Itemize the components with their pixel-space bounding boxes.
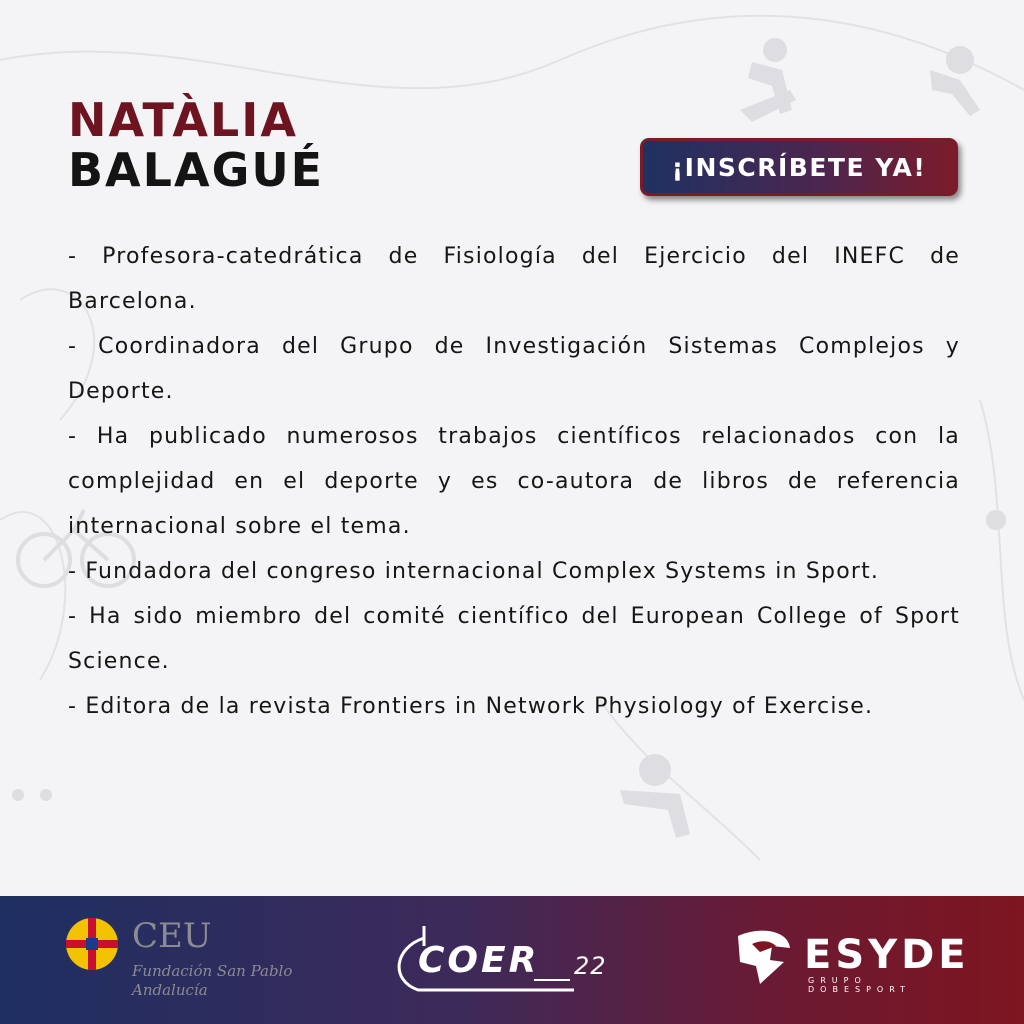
sponsor-footer — [0, 896, 1024, 1024]
ceu-emblem-icon — [64, 916, 120, 972]
esyde-emblem-icon — [730, 926, 794, 990]
esyde-subtitle: GRUPO DOBESPORT — [808, 976, 912, 994]
speaker-last-name: BALAGUÉ — [68, 143, 325, 197]
ceu-subtitle-line: Fundación San Pablo — [132, 962, 293, 980]
bio-item: - Coordinadora del Grupo de Investigación Sistemas Complejos y Deporte. — [68, 334, 960, 404]
coer-wordmark: COER — [418, 940, 540, 981]
ceu-logo — [64, 916, 324, 1012]
ceu-subtitle — [132, 962, 292, 1000]
esyde-wordmark: ESYDE — [804, 932, 970, 978]
bio-item: - Fundadora del congreso internacional Complex Systems in Sport. — [68, 559, 880, 584]
bio-item: - Ha sido miembro del comité científico del European College of Sport Science. — [68, 604, 960, 674]
esyde-logo — [730, 922, 970, 1002]
bio-item: - Profesora-catedrática de Fisiología del Ejercicio del INEFC de Barcelona. — [68, 244, 960, 314]
speaker-first-name: NATÀLIA — [68, 93, 298, 147]
ceu-wordmark: CEU — [132, 916, 212, 956]
speaker-bio — [68, 234, 960, 729]
register-button[interactable]: ¡INSCRÍBETE YA! — [640, 138, 958, 196]
coer-number: 22 — [574, 952, 607, 980]
bio-item: - Editora de la revista Frontiers in Network Physiology of Exercise. — [68, 694, 874, 719]
coer-logo — [384, 918, 644, 1008]
speaker-name — [68, 93, 325, 197]
bio-item: - Ha publicado numerosos trabajos científicos relacionados con la complejidad en el deporte y es co-autora de libros de referencia internacional sobre el tema. — [68, 424, 960, 539]
ceu-subtitle-line: Andalucía — [132, 981, 208, 999]
